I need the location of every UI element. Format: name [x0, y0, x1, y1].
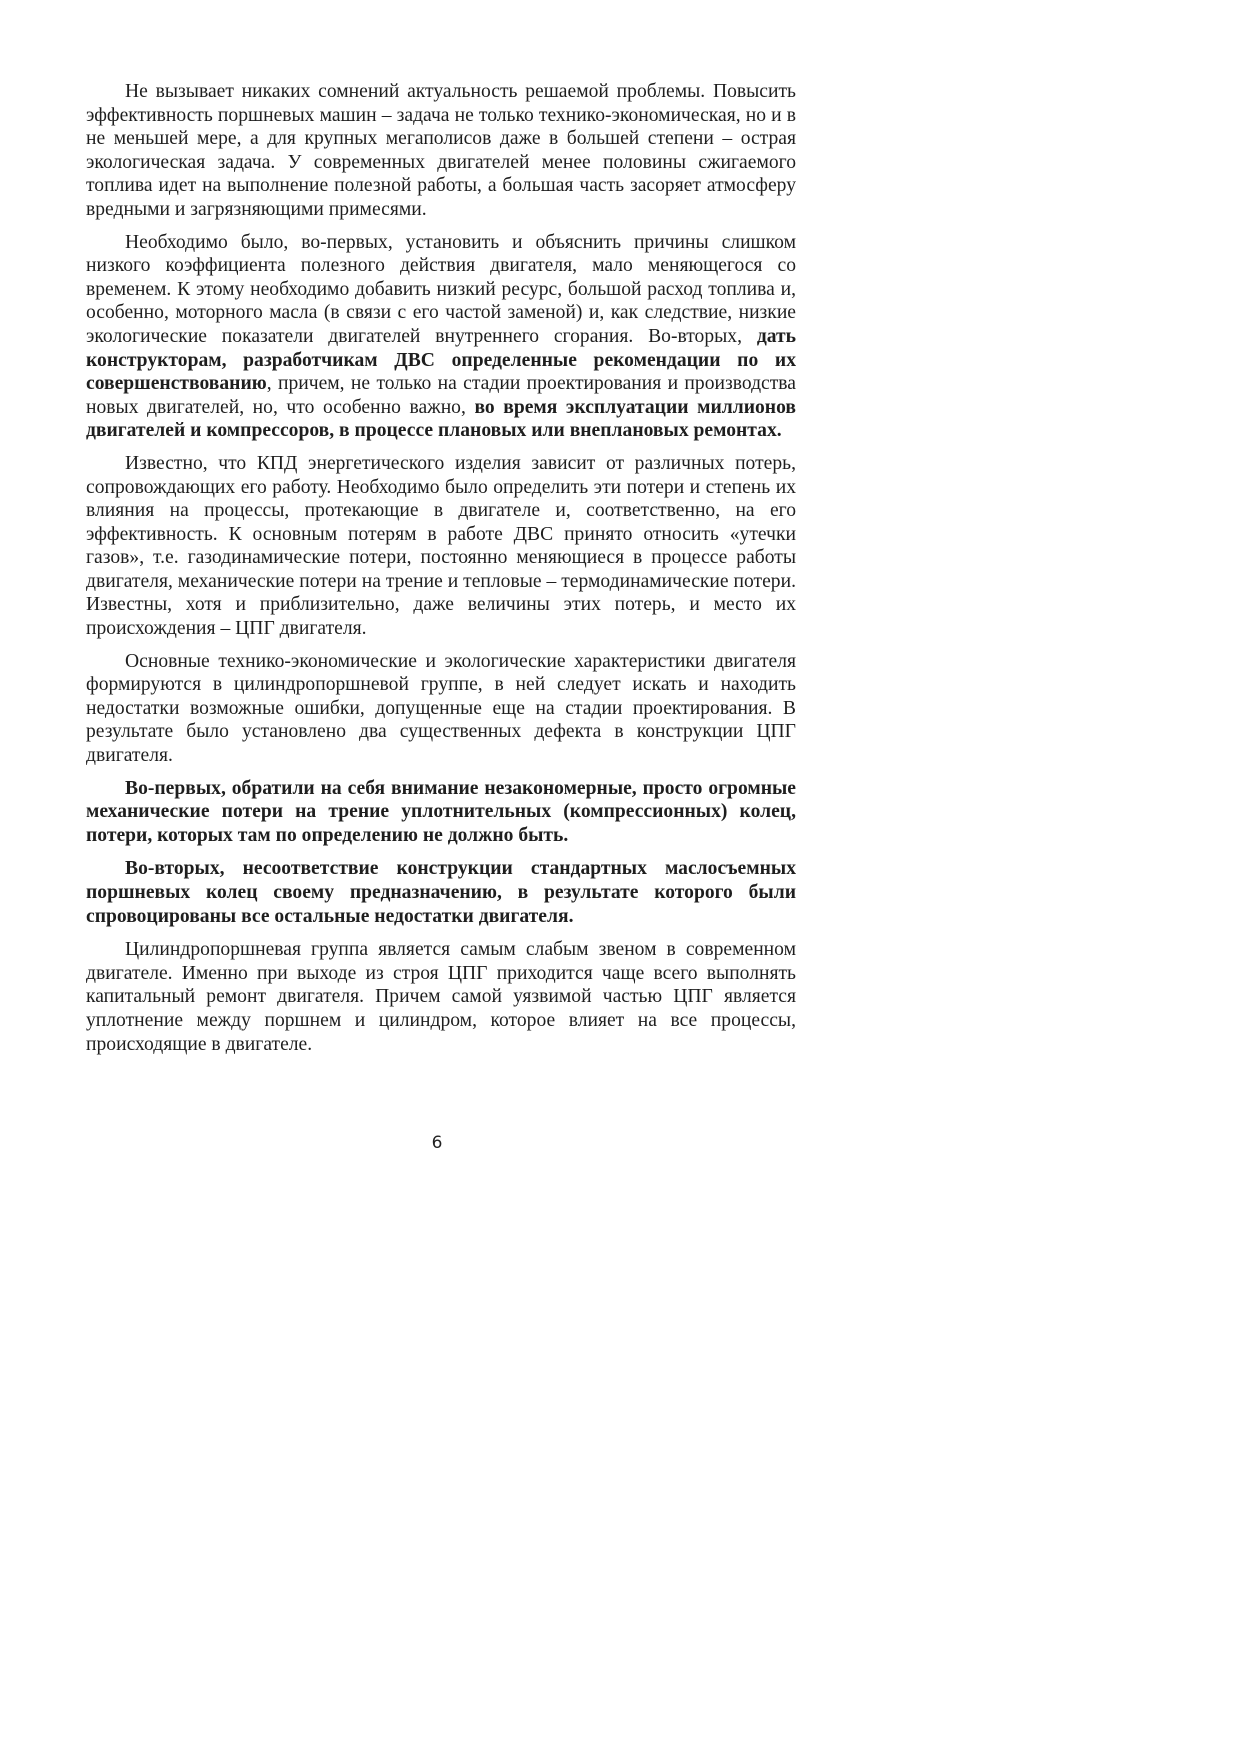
paragraph-7	[86, 938, 796, 1056]
text-run: Не вызывает никаких сомнений актуальность решаемой проблемы. Повысить эффективность поршневых машин – задача не только технико-экономическая, но и в не меньшей мере, а для крупных мегаполисов даже в большей степени – острая экологическая задача. У современных двигателей менее половины сжигаемого топлива идет на выполнение полезной работы, а большая часть засоряет атмосферу вредными и загрязняющими примесями.	[86, 81, 796, 220]
paragraph-6-bold	[86, 857, 796, 928]
text-run: Во-первых, обратили на себя внимание незакономерные, просто огромные механические потери на трение уплотнительных (компрессионных) колец, потери, которых там по определению не должно быть.	[86, 777, 796, 846]
paragraph-3	[86, 452, 796, 641]
paragraph-5-bold	[86, 777, 796, 848]
text-run: , причем, не только на стадии проектирования и производства новых двигателей, но, что особенно важно,	[86, 373, 796, 418]
paragraph-4	[86, 650, 796, 768]
emphasis-run: дать конструкторам, разработчикам ДВС определенные рекомендации по их совершенствованию	[86, 325, 796, 395]
page-number: 6	[431, 1133, 443, 1153]
text-run: Известно, что КПД энергетического изделия зависит от различных потерь, сопровождающих его работу. Необходимо было определить эти потери и степень их влияния на процессы, протекающие в двигателе и, соответственно, на его эффективность. К основным потерям в работе ДВС принято относить «утечки газов», т.е. газодинамические потери, постоянно меняющиеся в процессе работы двигателя, механические потери на трение и тепловые – термодинамические потери. Известны, хотя и приблизительно, даже величины этих потерь, и место их происхождения – ЦПГ двигателя.	[86, 452, 796, 640]
paragraph-1	[86, 80, 796, 222]
page-body	[86, 80, 796, 1065]
text-run: Необходимо было, во-первых, установить и объяснить причины слишком низкого коэффициента полезного действия двигателя, мало меняющегося со временем. К этому необходимо добавить низкий ресурс, большой расход топлива и, особенно, моторного масла (в связи с его частой заменой) и, как следствие, низкие экологические показатели двигателей внутреннего сгорания. Во-вторых,	[86, 231, 796, 347]
paragraph-2	[86, 231, 796, 443]
text-run: Основные технико-экономические и экологические характеристики двигателя формируются в цилиндропоршневой группе, в ней следует искать и находить недостатки возможные ошибки, допущенные еще на стадии проектирования. В результате было установлено два существенных дефекта в конструкции ЦПГ двигателя.	[86, 650, 796, 767]
text-run: Во-вторых, несоответствие конструкции стандартных маслосъемных поршневых колец своему предназначению, в результате которого были спровоцированы все остальные недостатки двигателя.	[86, 858, 796, 927]
text-run: Цилиндропоршневая группа является самым слабым звеном в современном двигателе. Именно при выходе из строя ЦПГ приходится чаще всего выполнять капитальный ремонт двигателя. Причем самой уязвимой частью ЦПГ является уплотнение между поршнем и цилиндром, которое влияет на все процессы, происходящие в двигателе.	[86, 939, 796, 1055]
emphasis-run: во время эксплуатации миллионов двигателей и компрессоров, в процессе плановых или внеплановых ремонтах.	[86, 396, 796, 442]
